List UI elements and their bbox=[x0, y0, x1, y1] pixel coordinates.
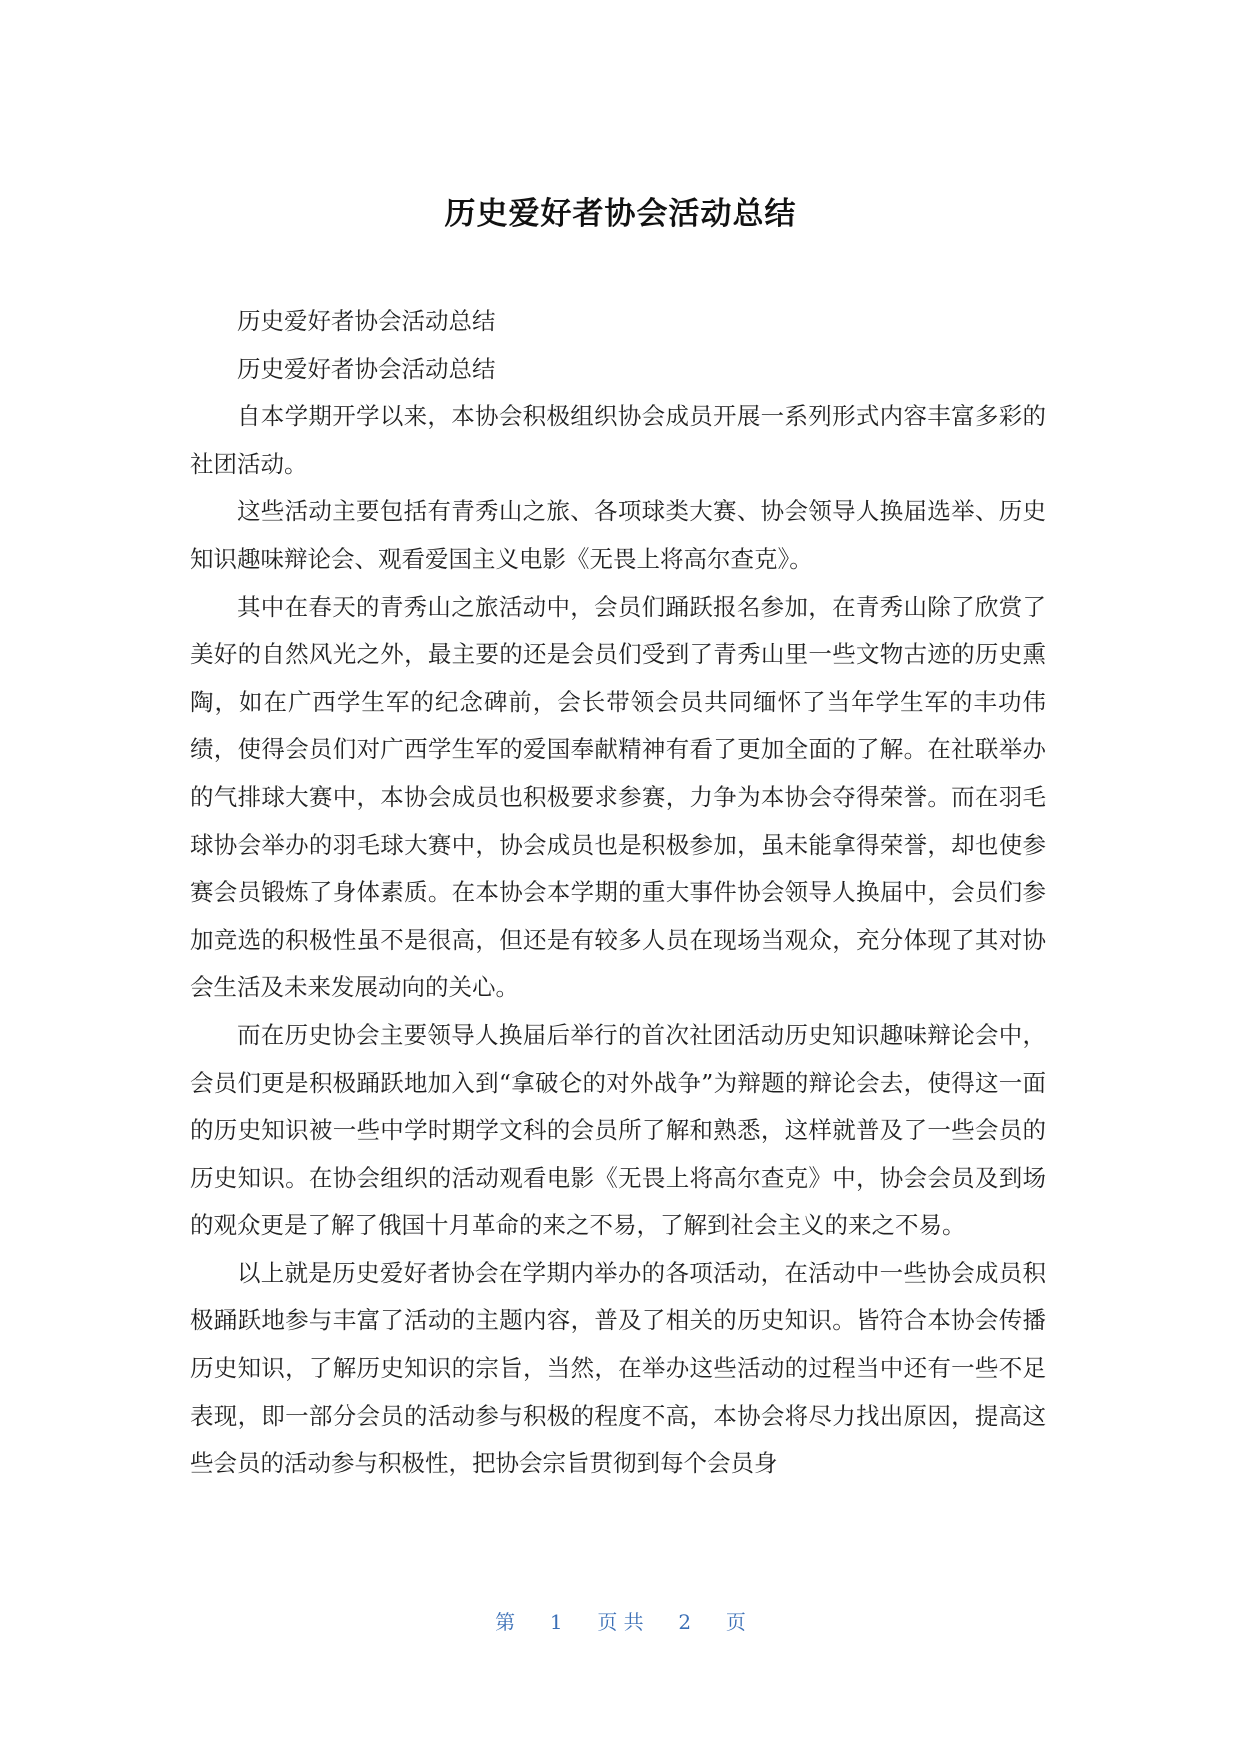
footer-current-page: 1 bbox=[549, 1610, 563, 1634]
footer-label-pages: 页 bbox=[725, 1610, 746, 1634]
footer-label-of: 页 共 bbox=[597, 1610, 644, 1634]
paragraph-5: 其中在春天的青秀山之旅活动中，会员们踊跃报名参加，在青秀山除了欣赏了美好的自然风光之外，最主要的还是会员们受到了青秀山里一些文物古迹的历史熏陶，如在广西学生军的纪念碑前，会长带领会员共同缅怀了当年学生军的丰功伟绩，使得会员们对广西学生军的爱国奉献精神有看了更加全面的了解。在社联举办的气排球大赛中，本协会成员也积极要求参赛，力争为本协会夺得荣誉。而在羽毛球协会举办的羽毛球大赛中，协会成员也是积极参加，虽未能拿得荣誉，却也使参赛会员锻炼了身体素质。在本协会本学期的重大事件协会领导人换届中，会员们参加竞选的积极性虽不是很高，但还是有较多人员在现场当观众，充分体现了其对协会生活及未来发展动向的关心。 bbox=[190, 592, 1046, 1002]
page-footer bbox=[0, 1606, 1241, 1635]
document-body bbox=[190, 298, 1046, 1488]
paragraph-3: 自本学期开学以来，本协会积极组织协会成员开展一系列形式内容丰富多彩的社团活动。 bbox=[190, 402, 1046, 478]
paragraph-6: 而在历史协会主要领导人换届后举行的首次社团活动历史知识趣味辩论会中，会员们更是积极踊跃地加入到“拿破仑的对外战争”为辩题的辩论会去，使得这一面的历史知识被一些中学时期学文科的会员所了解和熟悉，这样就普及了一些会员的历史知识。在协会组织的活动观看电影《无畏上将高尔查克》中，协会会员及到场的观众更是了解了俄国十月革命的来之不易，了解到社会主义的来之不易。 bbox=[190, 1020, 1046, 1240]
footer-label-page: 第 bbox=[495, 1610, 516, 1634]
document-title: 历史爱好者协会活动总结 bbox=[444, 196, 797, 232]
paragraph-7: 以上就是历史爱好者协会在学期内举办的各项活动，在活动中一些协会成员积极踊跃地参与丰富了活动的主题内容，普及了相关的历史知识。皆符合本协会传播历史知识，了解历史知识的宗旨，当然，在举办这些活动的过程当中还有一些不足表现，即一部分会员的活动参与积极的程度不高，本协会将尽力找出原因，提高这些会员的活动参与积极性，把协会宗旨贯彻到每个会员身 bbox=[190, 1258, 1046, 1478]
paragraph-4: 这些活动主要包括有青秀山之旅、各项球类大赛、协会领导人换届选举、历史知识趣味辩论会、观看爱国主义电影《无畏上将高尔查克》。 bbox=[190, 497, 1046, 573]
footer-total-pages: 2 bbox=[678, 1610, 692, 1634]
paragraph-2: 历史爱好者协会活动总结 bbox=[237, 354, 496, 383]
paragraph-1: 历史爱好者协会活动总结 bbox=[237, 307, 496, 335]
